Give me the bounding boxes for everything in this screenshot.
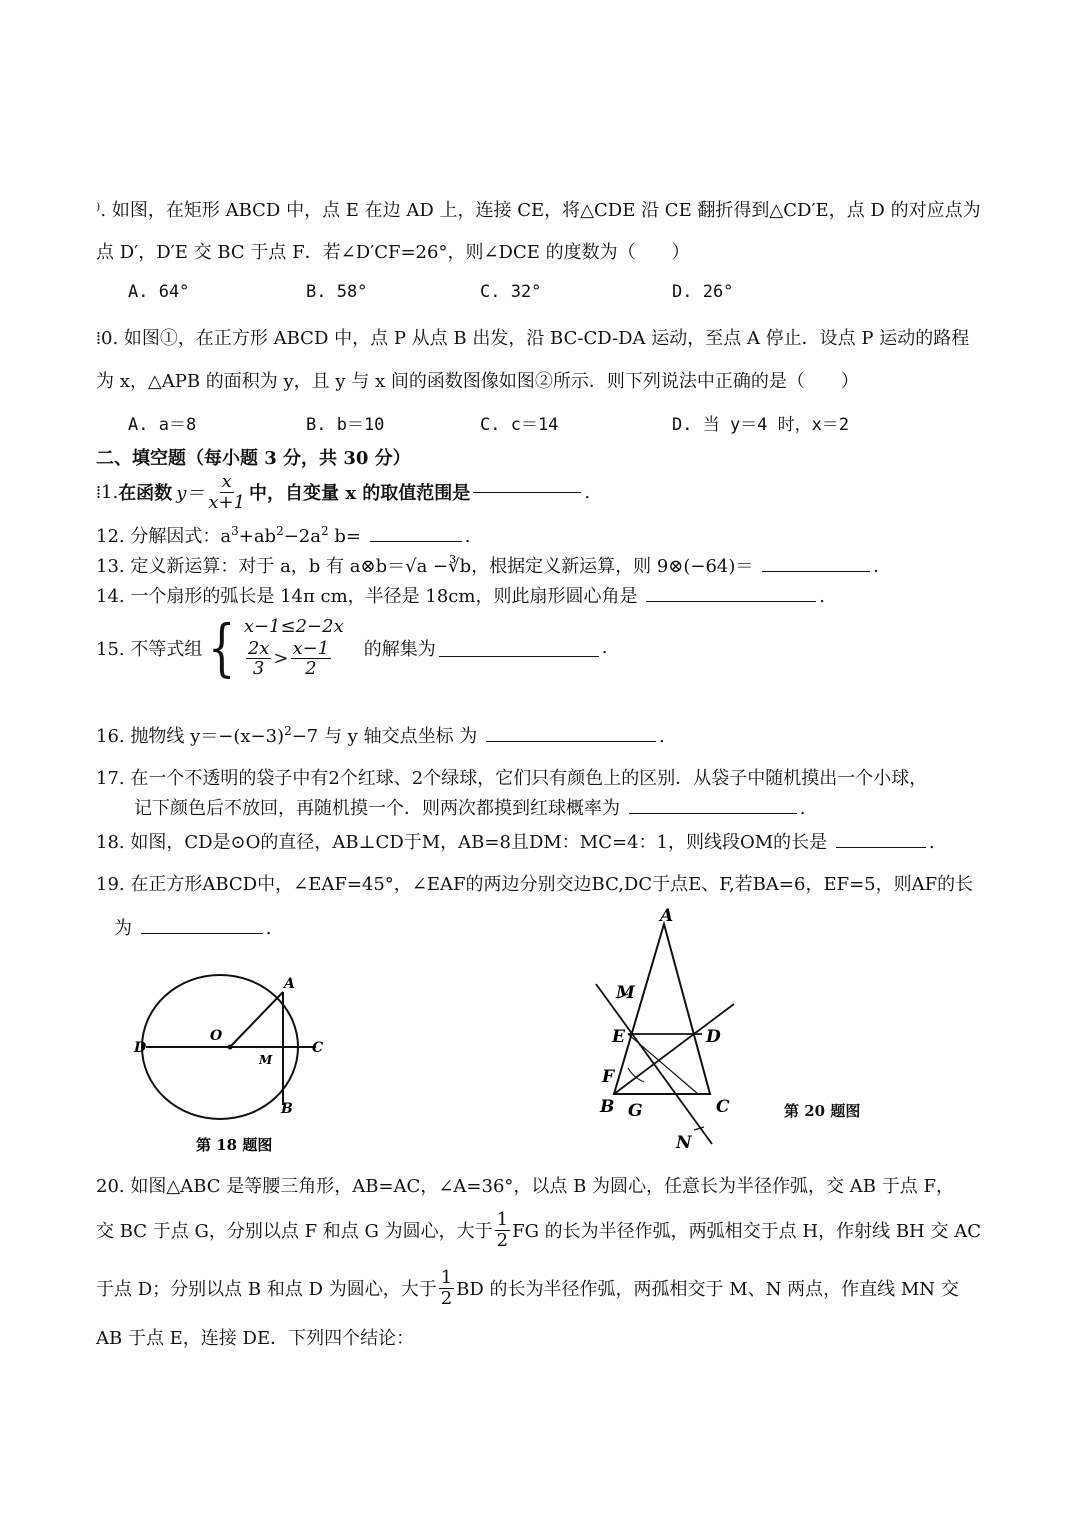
q9-line1: ⁾. 如图，在矩形 ABCD 中，点 E 在边 AD 上，连接 CE，将△CDE 沿 CE 翻折得到△CD′E，点 D 的对应点为 (96, 200, 981, 221)
q9-option-b: B. 58° (306, 282, 368, 302)
construction-line (628, 1034, 698, 1094)
ray-bd (614, 1004, 734, 1094)
figure-18-caption: 第 18 题图 (196, 1136, 273, 1154)
label-n: N (676, 1133, 692, 1152)
q9-option-d: D. 26° (672, 282, 734, 302)
label-e: E (612, 1027, 625, 1047)
q17-answer-blank[interactable] (629, 812, 797, 814)
q17-line2: 记下颜色后不放回，再随机摸一个．则两次都摸到红球概率为 . (134, 798, 806, 819)
q20-line4: AB 于点 E，连接 DE．下列四个结论： (96, 1328, 415, 1349)
label-m: M (616, 983, 635, 1003)
q20-line3: 于点 D；分别以点 B 和点 D 为圆心，大于 $\frac{1}{2}$ BD 的长为半径作弧，两孤相交于 M、N 两点，作直线 MN 交 (96, 1267, 959, 1309)
system-brace: { (208, 610, 236, 684)
q9-option-c: C. 32° (480, 282, 542, 302)
label-o: O (210, 1028, 223, 1044)
q10-line1: ⁞0. 如图①，在正方形 ABCD 中，点 P 从点 B 出发，沿 BC-CD-DA 运动，至点 A 停止．设点 P 运动的路程 (96, 328, 970, 349)
q15-answer-blank[interactable] (439, 655, 599, 657)
figure-20-caption: 第 20 题图 (784, 1102, 861, 1120)
label-b: B (600, 1097, 615, 1117)
q11-answer-blank[interactable] (473, 491, 581, 493)
q10-option-a: A. a＝8 (128, 415, 197, 435)
figure-20 (588, 902, 748, 1152)
label-f: F (602, 1067, 615, 1087)
q16-answer-blank[interactable] (486, 740, 656, 742)
label-c: C (312, 1040, 324, 1056)
q20-line2: 交 BC 于点 G，分别以点 F 和点 G 为圆心，大于 $\frac{1}{2}$ FG 的长为半径作弧，两弧相交于点 H，作射线 BH 交 AC (96, 1209, 981, 1251)
q9-option-a: A. 64° (128, 282, 190, 302)
q12-answer-blank[interactable] (370, 540, 462, 542)
q11: ⁞1. 在函数 y＝ $\frac{x}{x+1}$ 中，自变量 x 的取值范围是 . (96, 471, 591, 513)
q10-option-c: C. c＝14 (480, 415, 559, 435)
center-point (228, 1045, 233, 1050)
label-m: M (259, 1053, 273, 1067)
q16: 16. 抛物线 $y=-(x-3)^2-7$ 与 y 轴交点坐标 为 . (96, 724, 665, 747)
label-g: G (628, 1101, 643, 1121)
label-a: A (660, 906, 674, 926)
q13-answer-blank[interactable] (762, 570, 870, 572)
q9-line2: 点 D′，D′E 交 BC 于点 F．若∠D′CF=26°，则∠DCE 的度数为（ ） (96, 242, 690, 263)
label-d: D (706, 1027, 721, 1047)
q18: 18. 如图，CD是⊙O的直径，AB⊥CD于M，AB=8且DM：MC=4：1，则线段OM的长是 . (96, 832, 935, 853)
section-title-fill-blanks: 二、填空题（每小题 3 分，共 30 分） (96, 448, 411, 469)
q19-line1: 19. 在正方形ABCD中，∠EAF=45°，∠EAF的两边分别交边BC,DC于点E、F,若BA=6，EF=5，则AF的长 (96, 874, 974, 895)
label-d: D (134, 1040, 147, 1056)
q10-option-d: D. 当 y＝4 时，x＝2 (672, 415, 850, 435)
inequality-system: x−1≤2−2x $\frac{2x}{3}$ > $\frac{x-1}{2}$ (243, 616, 344, 680)
q15: 15. 不等式组 { x−1≤2−2x $\frac{2x}{3}$ > $\frac{x-1}{2}$ 的解集为 . (96, 610, 608, 684)
segment-oa (230, 992, 283, 1047)
q10-line2: 为 x，△APB 的面积为 y，且 y 与 x 间的函数图像如图②所示．则下列说法中正确的是（ ） (96, 371, 859, 392)
q13: 13. 定义新运算：对于 a，b 有 a⊗b＝√a −∛b，根据定义新运算，则 9⊗(−64)＝ . (96, 556, 879, 577)
label-a: A (284, 976, 295, 992)
q19-answer-blank[interactable] (141, 932, 263, 934)
q10-option-b: B. b＝10 (306, 415, 385, 435)
arc-fg (628, 1068, 644, 1082)
q17-line1: 17. 在一个不透明的袋子中有2个红球、2个绿球，它们只有颜色上的区别．从袋子中随机摸出一个小球， (96, 768, 928, 789)
label-b: B (281, 1101, 293, 1117)
q20-line1: 20. 如图△ABC 是等腰三角形，AB=AC，∠A=36°，以点 B 为圆心，任意长为半径作弧，交 AB 于点 F， (96, 1176, 954, 1197)
label-c: C (716, 1097, 730, 1117)
figure-18 (126, 970, 346, 1160)
q14: 14. 一个扇形的弧长是 14π cm，半径是 18cm，则此扇形圆心角是 . (96, 586, 825, 607)
q18-answer-blank[interactable] (836, 846, 926, 848)
q12: 12. 分解因式：$a^3+ab^2-2a^2$ b= . (96, 524, 471, 547)
q11-fraction: $\frac{x}{x+1}$ (208, 471, 246, 513)
q14-answer-blank[interactable] (646, 600, 816, 602)
q19-line2: 为 . (114, 918, 272, 939)
